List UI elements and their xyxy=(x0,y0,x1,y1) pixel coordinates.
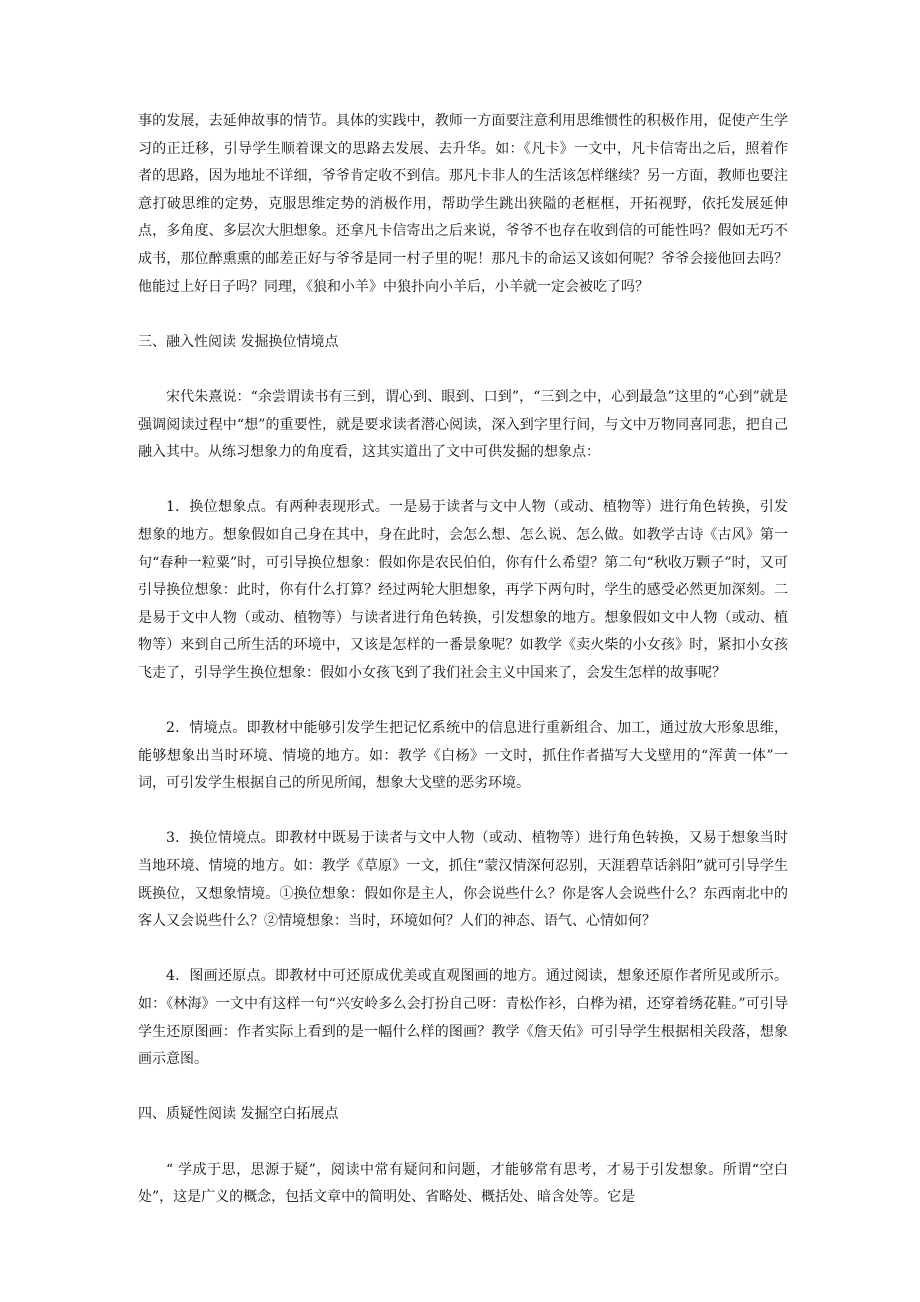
paragraph-story-extension: 事的发展，去延伸故事的情节。具体的实践中，教师一方面要注意利用思维惯性的积极作用，促使产生学习的正迁移，引导学生顺着课文的思路去发展、去升华。如：《凡卡》一文中，凡卡信寄出之后，照着作者的思路，因为地址不详细，爷爷肯定收不到信。那凡卡非人的生活该怎样继续？另一方面，教师也要注意打破思维的定势，克服思维定势的消极作用，帮助学生跳出狭隘的老框框，开拓视野，依托发展延伸点，多角度、多层次大胆想象。还拿凡卡信寄出之后来说，爷爷不也存在收到信的可能性吗？假如无巧不成书，那位醉熏熏的邮差正好与爷爷是同一村子里的呢！那凡卡的命运又该如何呢？爷爷会接他回去吗？他能过上好日子吗？同理，《狼和小羊》中狼扑向小羊后，小羊就一定会被吃了吗？ xyxy=(138,113,788,295)
paragraph-gap xyxy=(138,301,788,329)
section-heading-three: 三、融入性阅读 发掘换位情境点 xyxy=(138,333,339,350)
paragraph-gap xyxy=(138,687,788,715)
paragraph-point-2: 2．情境点。即教材中能够引发学生把记忆系统中的信息进行重新组合、加工，通过放大形象思维，能够想象出当时环境、情境的地方。如：教学《白杨》一文时，抓住作者描写大戈壁用的“浑黄一体”一词，可引发学生根据自己的所见所闻，想象大戈壁的恶劣环境。 xyxy=(138,720,788,792)
paragraph-gap xyxy=(138,1074,788,1102)
paragraph-gap xyxy=(138,356,788,384)
paragraph-gap xyxy=(138,798,788,826)
paragraph-gap xyxy=(138,1129,788,1157)
paragraph-zhuxi-quote: 宋代朱熹说：“余尝谓读书有三到，谓心到、眼到、口到”，“三到之中，心到最急”这里的“心到”就是强调阅读过程中“想”的重要性，就是要求读者潜心阅读，深入到字里行间，与文中万物同喜同悲，把自己融入其中。从练习想象力的角度看，这其实道出了文中可供发掘的想象点： xyxy=(138,388,788,461)
paragraph-point-3: 3．换位情境点。即教材中既易于读者与文中人物（或动、植物等）进行角色转换，又易于想象当时当地环境、情境的地方。如：教学《草原》一文，抓住“蒙汉情深何忍别，天涯碧草话斜阳”就可引导学生既换位，又想象情境。①换位想象：假如你是主人，你会说些什么？你是客人会说些什么？东西南北中的客人又会说些什么？②情境想象：当时，环境如何？人们的神态、语气、心情如何？ xyxy=(138,830,788,930)
paragraph-point-1: 1．换位想象点。有两种表现形式。一是易于读者与文中人物（或动、植物等）进行角色转换，引发想象的地方。想象假如自己身在其中，身在此时，会怎么想、怎么说、怎么做。如教学古诗《古风》第一句“春种一粒粟”时，可引导换位想象：假如你是农民伯伯，你有什么希望？第二句“秋收万颗子”时，又可引导换位想象：此时，你有什么打算？经过两轮大胆想象，再学下两句时，学生的感受必然更加深刻。二是易于文中人物（或动、植物等）与读者进行角色转换，引发想象的地方。想象假如文中人物（或动、植物等）来到自己所生活的环境中，又该是怎样的一番景象呢？如教学《卖火柴的小女孩》时，紧扣小女孩飞走了，引导学生换位想象：假如小女孩飞到了我们社会主义中国来了，会发生怎样的故事呢？ xyxy=(138,499,788,681)
paragraph-point-4: 4．图画还原点。即教材中可还原成优美或直观图画的地方。通过阅读，想象还原作者所见或所示。如：《林海》一文中有这样一句“兴安岭多么会打扮自己呀：青松作衫，白桦为裙，还穿着绣花鞋。”可引导学生还原图画：作者实际上看到的是一幅什么样的图画？教学《詹天佑》可引导学生根据相关段落，想象画示意图。 xyxy=(138,968,788,1068)
section-heading-four: 四、质疑性阅读 发掘空白拓展点 xyxy=(138,1106,339,1123)
paragraph-questioning: “ 学成于思，思源于疑”，阅读中常有疑问和问题，才能够常有思考，才易于引发想象。所谓“空白处”，这是广义的概念，包括文章中的简明处、省略处、概括处、暗含处等。它是 xyxy=(138,1161,788,1206)
paragraph-gap xyxy=(138,936,788,964)
document-page xyxy=(138,108,788,1212)
paragraph-gap xyxy=(138,467,788,495)
